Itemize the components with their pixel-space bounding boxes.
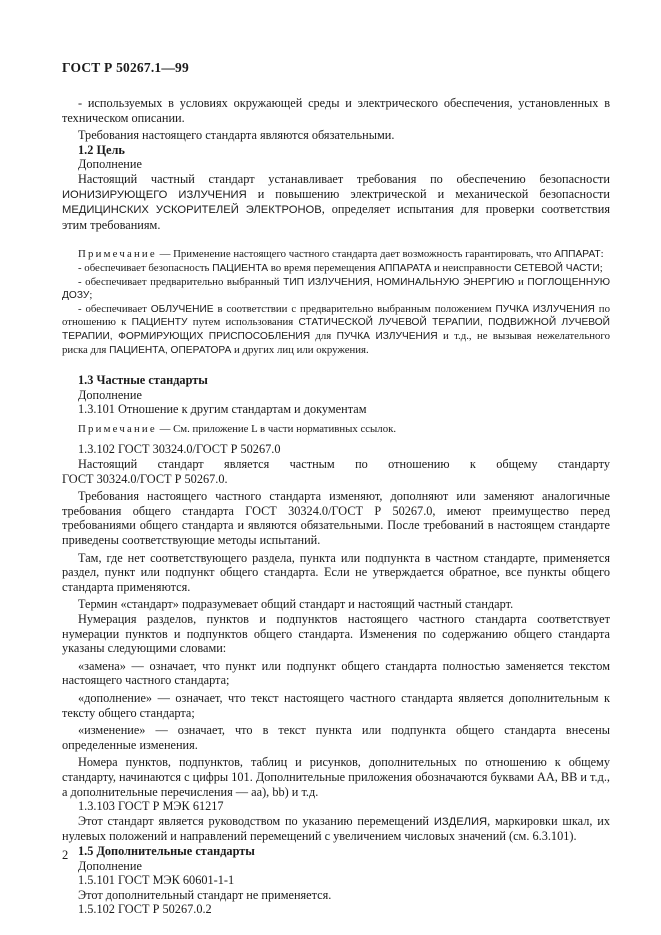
term-caps: ПУЧКА ИЗЛУЧЕНИЯ xyxy=(495,303,595,315)
text-run: во время перемещения xyxy=(268,261,379,274)
text-run: и повышению электрической и механической безопасности xyxy=(246,186,610,201)
text-run: - обеспечивает xyxy=(78,302,151,315)
subsection-1-3-103: 1.3.103 ГОСТ Р МЭК 61217 xyxy=(78,799,224,814)
note-label: Примечание xyxy=(78,422,157,435)
term-caps: АППАРАТА xyxy=(378,262,432,274)
text-run: Этот стандарт является руководством по указанию перемещений xyxy=(78,813,434,828)
text-run: и xyxy=(514,275,528,288)
text-run: , определяет испытания для проверки соответствия этим требованиям. xyxy=(62,202,610,232)
paragraph-list-item: - используемых в условиях окружающей среды и электрического обеспечения, установленных в техническом описании. xyxy=(62,96,610,125)
paragraph-numbering: Нумерация разделов, пунктов и подпунктов настоящего частного стандарта соответствует нумерации пунктов и подпунктов общего стандарта. Изменения по содержанию общего стандарта указаны следующими словами: xyxy=(62,612,610,656)
term-caps: ИЗДЕЛИЯ xyxy=(433,815,488,828)
subsection-1-3-102: 1.3.102 ГОСТ 30324.0/ГОСТ Р 50267.0 xyxy=(78,442,281,457)
text-run: : xyxy=(600,248,604,261)
text-run: и т.д., не вызывая нежелательного риска для xyxy=(62,329,610,356)
addition-label: Дополнение xyxy=(78,157,142,172)
note-line xyxy=(62,276,610,303)
note-line xyxy=(62,248,610,262)
paragraph-not-applied: Этот дополнительный стандарт не применяется. xyxy=(78,887,332,902)
text-run: и других лиц или окружения. xyxy=(231,343,369,356)
section-heading-1-3: 1.3 Частные стандарты xyxy=(78,373,208,388)
text-run: путем использования xyxy=(187,316,299,329)
text-run: - обеспечивает предварительно выбранный xyxy=(78,275,284,288)
term-caps: ПАЦИЕНТА xyxy=(212,262,268,274)
term-caps: ПАЦИЕНТА, ОПЕРАТОРА xyxy=(109,344,232,356)
term-caps: МЕДИЦИНСКИХ УСКОРИТЕЛЕЙ ЭЛЕКТРОНОВ xyxy=(62,204,322,217)
subsection-1-5-102: 1.5.102 ГОСТ Р 50267.0.2 xyxy=(78,902,212,917)
text-run: , маркировки шкал, их нулевых положений и направлений перемещений с увеличением числовых значений (см. 6.3.101). xyxy=(62,813,611,844)
note-label: Примечание xyxy=(78,248,157,261)
term-caps: СТАТИЧЕСКОЙ ЛУЧЕВОЙ ТЕРАПИИ, ПОДВИЖНОЙ ЛУЧЕВОЙ ТЕРАПИИ, ФОРМИРУЮЩИХ ПРИСПОСОБЛЕНИЯ xyxy=(62,317,611,342)
paragraph-mandatory: Требования настоящего стандарта являются обязательными. xyxy=(78,128,395,143)
term-caps: ПУЧКА ИЗЛУЧЕНИЯ xyxy=(336,330,438,342)
addition-label: Дополнение xyxy=(78,387,142,402)
text-run: для xyxy=(310,329,337,342)
term-caps: СЕТЕВОЙ ЧАСТИ xyxy=(514,262,600,274)
paragraph-where: Там, где нет соответствующего раздела, пункта или подпункта в частном стандарте, применяется раздел, пункт или подпункт общего стандарта. Если не утверждается обратное, все пункты общего стандарта применяются. xyxy=(62,550,610,594)
note-line xyxy=(62,262,610,276)
note-block xyxy=(62,248,610,357)
section-heading-1-5: 1.5 Дополнительные стандарты xyxy=(78,843,255,858)
paragraph-replacement: «замена» — означает, что пункт или подпункт общего стандарта полностью заменяется текстом настоящего частного стандарта; xyxy=(62,658,610,688)
document-header: ГОСТ Р 50267.1—99 xyxy=(62,60,189,75)
paragraph-requirements: Требования настоящего частного стандарта изменяют, дополняют или заменяют аналогичные требования общего стандарта ГОСТ 30324.0/ГОСТ Р 50267.0, имеют преимущество перед требованиями общего стандарта и являются обязательными. После требований в настоящем стандарте приведены соответствующие методы испытаний. xyxy=(62,489,610,548)
note-line xyxy=(62,303,610,357)
text-run: — Применение настоящего частного стандарта дает возможность гарантировать, что xyxy=(156,248,555,261)
text-run: - обеспечивает безопасность xyxy=(78,261,213,274)
paragraph-item-numbers: Номера пунктов, подпунктов, таблиц и рисунков, дополнительных по отношению к общему стандарту, начинаются с цифры 101. Дополнительные приложения обозначаются буквами АА, ВВ и т.д., а дополнительные перечисления — аа), bb) и т.д. xyxy=(62,755,610,799)
paragraph-addition: «дополнение» — означает, что текст настоящего частного стандарта является дополнительным к тексту общего стандарта; xyxy=(62,690,610,720)
text-run: в соответствии с предварительно выбранным положением xyxy=(213,302,496,315)
paragraph-guide xyxy=(62,814,610,844)
subsection-1-5-101: 1.5.101 ГОСТ МЭК 60601-1-1 xyxy=(78,873,235,888)
paragraph-line: ГОСТ 30324.0/ГОСТ Р 50267.0. xyxy=(62,471,228,486)
note-line xyxy=(62,423,610,437)
text-run: по отношению к xyxy=(62,302,610,329)
term-caps: ПОГЛОЩЕННУЮ ДОЗУ xyxy=(62,276,610,302)
paragraph-line: Настоящий стандарт является частным по отношению к общему стандарту xyxy=(78,457,610,472)
page-number: 2 xyxy=(62,848,69,862)
subsection-1-3-101: 1.3.101 Отношение к другим стандартам и документам xyxy=(78,402,367,417)
term-caps: ПАЦИЕНТУ xyxy=(131,317,188,329)
text-run: и неисправности xyxy=(431,261,515,274)
document-body xyxy=(62,96,610,917)
term-caps: ИОНИЗИРУЮЩЕГО ИЗЛУЧЕНИЯ xyxy=(62,188,247,201)
section-heading-1-2: 1.2 Цель xyxy=(78,142,125,157)
paragraph-change: «изменение» — означает, что в текст пункта или подпункта общего стандарта внесены определенные изменения. xyxy=(62,723,610,752)
term-caps: ОБЛУЧЕНИЕ xyxy=(150,303,214,315)
text-run: — См. приложение L в части нормативных ссылок. xyxy=(156,422,397,435)
paragraph-term: Термин «стандарт» подразумевает общий стандарт и настоящий частный стандарт. xyxy=(78,597,514,612)
paragraph-purpose xyxy=(62,172,610,232)
text-run: Настоящий частный стандарт устанавливает требования по обеспечению безопасности xyxy=(78,171,610,186)
addition-label: Дополнение xyxy=(78,858,142,873)
text-run: ; xyxy=(599,261,603,274)
text-run: ; xyxy=(89,289,93,302)
term-caps: АППАРАТ xyxy=(554,249,601,261)
term-caps: ТИП ИЗЛУЧЕНИЯ, НОМИНАЛЬНУЮ ЭНЕРГИЮ xyxy=(283,276,515,288)
